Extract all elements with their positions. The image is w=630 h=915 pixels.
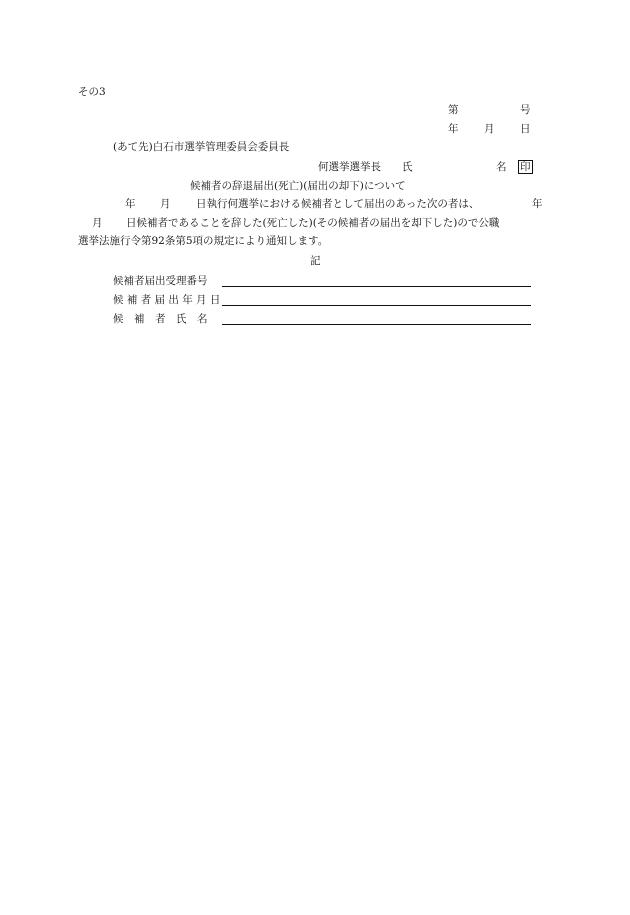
field-label-candidate-name: 候 補 者 氏 名 (113, 313, 208, 325)
document-subject: 候補者の辞退届出(死亡)(届出の却下)について (190, 180, 406, 192)
body-line-2-text: 日候補者であることを辞した(死亡した)(その候補者の届出を却下した)ので公職 (126, 217, 500, 229)
record-heading: 記 (310, 255, 321, 267)
form-number: その3 (78, 86, 106, 98)
field-line-candidate-name (222, 324, 531, 325)
date-month-label: 月 (484, 123, 495, 135)
field-line-receipt-number (222, 286, 531, 287)
sender-name-label: 名 (496, 161, 507, 173)
field-label-receipt-number: 候補者届出受理番号 (113, 275, 208, 287)
date-year-label: 年 (448, 123, 459, 135)
document-number-suffix: 号 (520, 104, 531, 116)
body-line-1-month: 月 (160, 198, 171, 210)
body-line-1-year: 年 (125, 198, 136, 210)
seal-mark (518, 160, 533, 174)
body-line-1-text: 日執行何選挙における候補者として届出のあった次の者は、 (196, 198, 480, 210)
sender-title: 何選挙選挙長 (318, 161, 381, 173)
body-line-3-text: 選挙法施行令第92条第5項の規定により通知します。 (78, 235, 329, 247)
seal-box: 印 (520, 161, 531, 173)
body-line-1-year-2: 年 (532, 198, 543, 210)
date-day-label: 日 (520, 123, 531, 135)
document-number-prefix: 第 (448, 104, 459, 116)
field-label-filing-date: 候 補 者 届 出 年 月 日 (113, 294, 221, 306)
addressee: (あて先)白石市選挙管理委員会委員長 (113, 141, 290, 153)
body-line-2-month: 月 (92, 217, 103, 229)
field-line-filing-date (222, 305, 531, 306)
sender-surname-label: 氏 (402, 161, 413, 173)
